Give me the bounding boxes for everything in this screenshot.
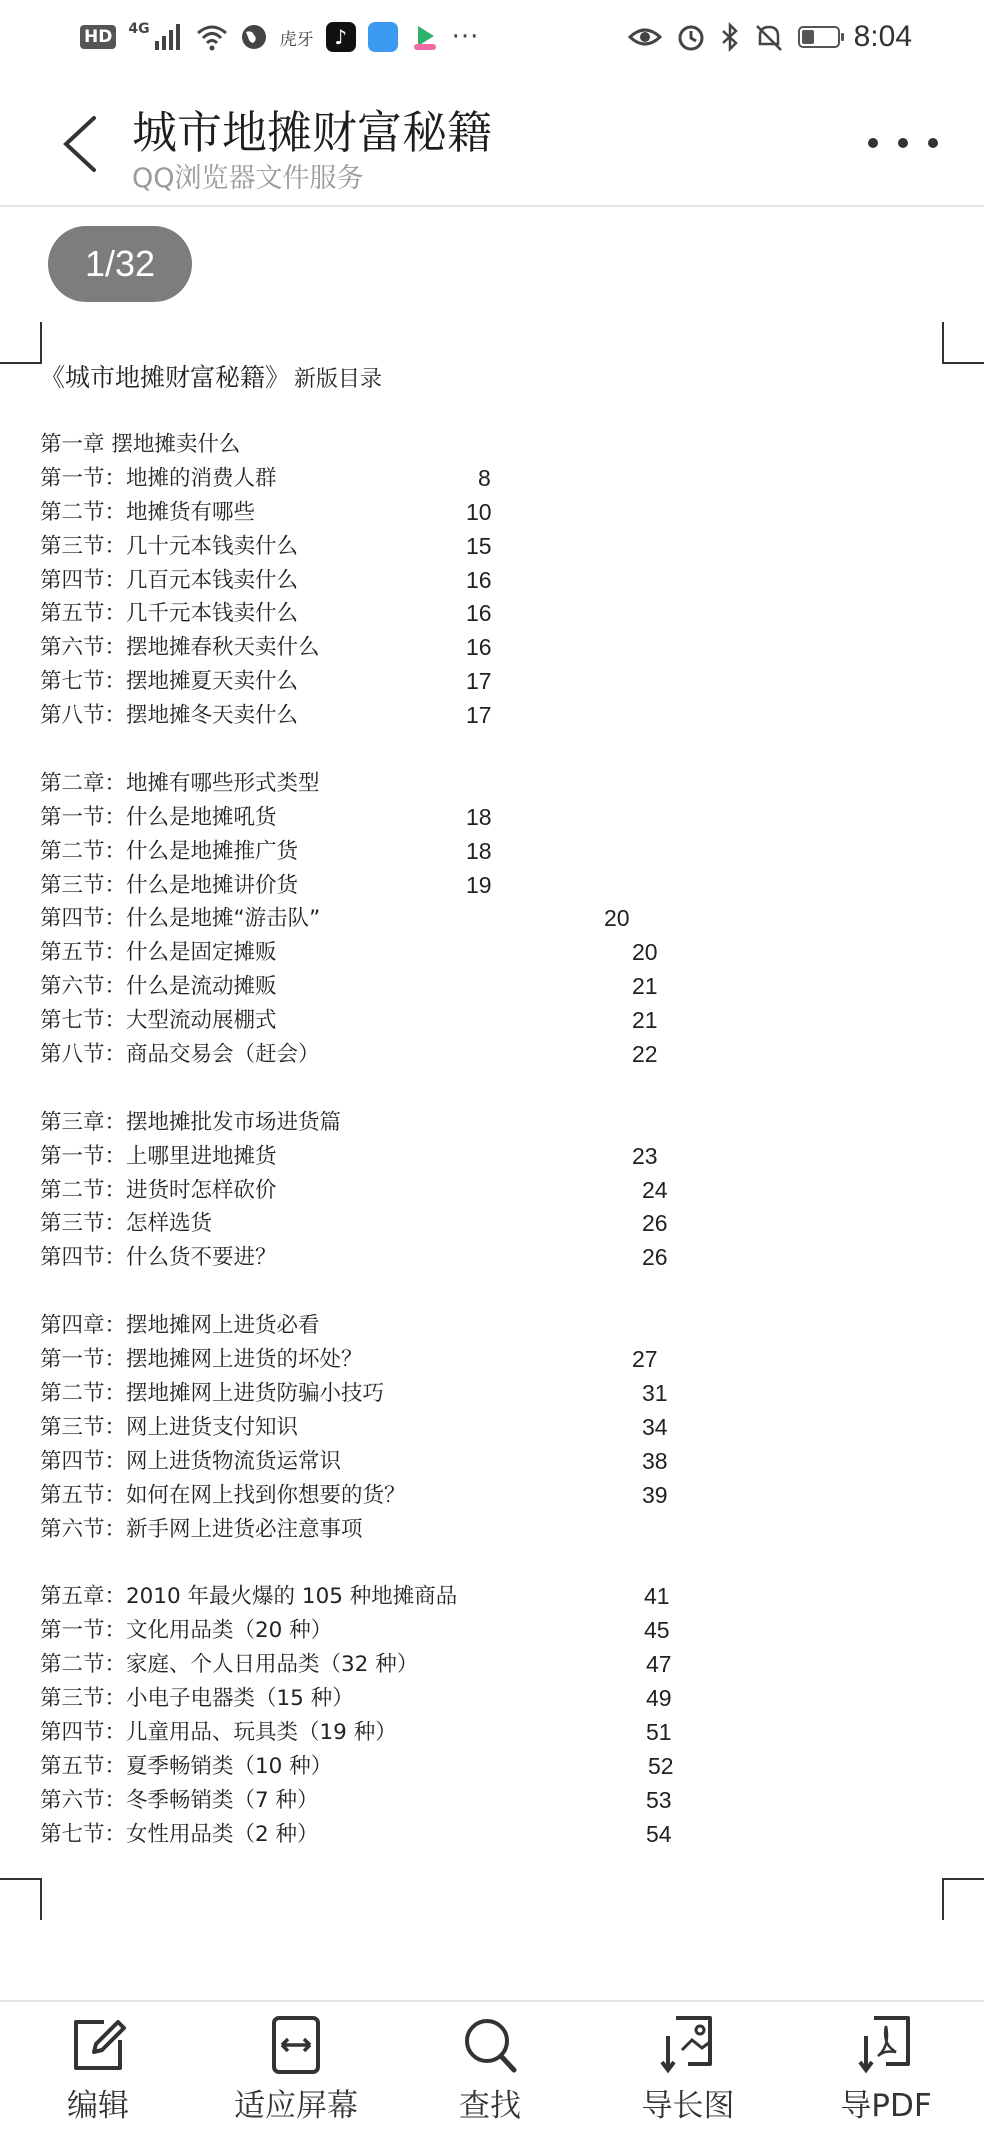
page-subtitle: QQ浏览器文件服务 xyxy=(132,163,364,194)
toc-label: 第一章 摆地摊卖什么 xyxy=(40,432,241,457)
toc-label: 第二节：地摊货有哪些 xyxy=(40,499,256,525)
toc-label: 第七节：女性用品类（2 种） xyxy=(40,1821,319,1847)
toc-row xyxy=(40,462,700,496)
toc-row xyxy=(40,1614,700,1648)
toc-label: 第一节：地摊的消费人群 xyxy=(40,465,277,491)
toc-row xyxy=(40,1648,700,1682)
earth-icon xyxy=(240,23,268,51)
toc-page-number: 18 xyxy=(466,837,492,864)
toc-row xyxy=(40,1784,700,1818)
search-label: 查找 xyxy=(459,2088,521,2124)
fit-screen-button[interactable] xyxy=(216,2014,376,2125)
toc-row xyxy=(40,1445,700,1479)
search-button[interactable] xyxy=(410,2014,570,2125)
toc-page-number: 41 xyxy=(644,1583,670,1610)
toc-row xyxy=(40,1106,700,1140)
toc-label: 第二节：摆地摊网上进货防骗小技巧 xyxy=(40,1380,385,1406)
edit-icon xyxy=(68,2014,128,2076)
toc-row xyxy=(40,1038,700,1072)
toc-page-number: 24 xyxy=(642,1176,668,1203)
network-type: 4G xyxy=(128,21,150,37)
edit-button[interactable] xyxy=(18,2014,178,2125)
export-image-icon xyxy=(658,2014,718,2076)
toc-page-number: 27 xyxy=(632,1346,658,1373)
table-of-contents xyxy=(40,428,700,1851)
toc-page-number: 18 xyxy=(466,803,492,830)
toc-label: 第二章：地摊有哪些形式类型 xyxy=(40,770,320,796)
toc-row xyxy=(40,665,700,699)
toc-label: 第一节：什么是地摊吼货 xyxy=(40,804,277,830)
toc-row xyxy=(40,631,700,665)
toc-label: 第六节：新手网上进货必注意事项 xyxy=(40,1516,363,1542)
toc-row xyxy=(40,699,700,733)
mute-icon xyxy=(754,22,784,52)
dot-icon xyxy=(928,138,938,148)
blue-app-icon xyxy=(368,22,398,52)
alarm-icon xyxy=(676,22,706,52)
toc-row xyxy=(40,1716,700,1750)
crop-mark xyxy=(0,1878,42,1920)
toc-row xyxy=(40,902,700,936)
toc-row xyxy=(40,1580,700,1614)
toc-page-number: 19 xyxy=(466,871,492,898)
signal-icon xyxy=(154,23,184,51)
eye-icon xyxy=(628,23,662,51)
toc-page-number: 45 xyxy=(644,1617,670,1644)
toc-row xyxy=(40,1513,700,1547)
toc-label: 第四节：儿童用品、玩具类（19 种） xyxy=(40,1719,397,1745)
crop-mark xyxy=(942,322,984,364)
document-title-text: 《城市地摊财富秘籍》 xyxy=(40,363,291,392)
toc-label: 第二节：什么是地摊推广货 xyxy=(40,838,299,864)
page-title: 城市地摊财富秘籍 xyxy=(132,106,493,159)
toc-label: 第五节：如何在网上找到你想要的货？ xyxy=(40,1482,406,1508)
toc-row xyxy=(40,1682,700,1716)
toc-label: 第二节：进货时怎样砍价 xyxy=(40,1177,277,1203)
back-icon[interactable] xyxy=(50,104,110,184)
toc-row xyxy=(40,530,700,564)
toc-label: 第六节：什么是流动摊贩 xyxy=(40,974,277,1000)
toc-page-number: 21 xyxy=(632,973,658,1000)
toc-page-number: 53 xyxy=(646,1786,672,1813)
bluetooth-icon xyxy=(720,22,740,52)
toc-page-number: 8 xyxy=(478,464,491,491)
toc-row xyxy=(40,1004,700,1038)
toc-row xyxy=(40,1309,700,1343)
toc-row xyxy=(40,936,700,970)
toc-page-number: 39 xyxy=(642,1481,668,1508)
toc-row xyxy=(40,1207,700,1241)
toc-label: 第五节：几千元本钱卖什么 xyxy=(40,601,299,627)
toc-row xyxy=(40,801,700,835)
export-pdf-label: 导PDF xyxy=(840,2088,932,2124)
toc-label: 第五节：什么是固定摊贩 xyxy=(40,940,277,966)
toc-page-number: 10 xyxy=(466,498,492,525)
toc-row xyxy=(40,1241,700,1275)
toc-page-number: 20 xyxy=(632,939,658,966)
search-icon xyxy=(460,2014,520,2076)
toc-label: 第三节：什么是地摊讲价货 xyxy=(40,872,299,898)
bottom-toolbar xyxy=(0,2000,984,2134)
toc-page-number: 23 xyxy=(632,1142,658,1169)
toc-page-number: 34 xyxy=(642,1413,668,1440)
dot-icon xyxy=(868,138,878,148)
toc-row xyxy=(40,1750,700,1784)
toc-page-number: 17 xyxy=(466,702,492,729)
wifi-icon xyxy=(196,23,228,51)
video-app-icon xyxy=(410,22,440,52)
toc-label: 第六节：冬季畅销类（7 种） xyxy=(40,1787,319,1813)
toc-row xyxy=(40,1411,700,1445)
toc-page-number: 22 xyxy=(632,1041,658,1068)
toc-spacer xyxy=(40,1275,700,1309)
toc-label: 第三节：几十元本钱卖什么 xyxy=(40,533,299,559)
toc-label: 第五章：2010 年最火爆的 105 种地摊商品 xyxy=(40,1584,458,1610)
toc-page-number: 52 xyxy=(648,1752,674,1779)
toc-page-number: 15 xyxy=(466,532,492,559)
tiktok-icon: ♪ xyxy=(326,22,356,52)
toc-page-number: 16 xyxy=(466,634,492,661)
document-title-suffix: 新版目录 xyxy=(294,367,383,392)
fit-screen-icon xyxy=(266,2014,326,2076)
status-bar xyxy=(0,0,984,74)
toc-row xyxy=(40,767,700,801)
toc-page-number: 17 xyxy=(466,668,492,695)
toc-label: 第六节：摆地摊春秋天卖什么 xyxy=(40,635,320,661)
toc-label: 第二节：家庭、个人日用品类（32 种） xyxy=(40,1652,419,1678)
toc-label: 第一节：上哪里进地摊货 xyxy=(40,1143,277,1169)
export-pdf-button[interactable] xyxy=(806,2014,966,2125)
export-long-image-label: 导长图 xyxy=(641,2088,735,2124)
toc-row xyxy=(40,597,700,631)
toc-page-number: 21 xyxy=(632,1007,658,1034)
document-title xyxy=(40,358,382,394)
export-long-image-button[interactable] xyxy=(608,2014,768,2125)
toc-row xyxy=(40,869,700,903)
app-header xyxy=(0,74,984,207)
toc-label: 第三节：小电子电器类（15 种） xyxy=(40,1685,354,1711)
toc-label: 第四节：什么货不要进？ xyxy=(40,1245,277,1271)
page-indicator: 1/32 xyxy=(48,226,192,302)
toc-row xyxy=(40,970,700,1004)
toc-label: 第八节：摆地摊冬天卖什么 xyxy=(40,703,299,729)
dot-icon xyxy=(898,138,908,148)
toc-page-number: 47 xyxy=(646,1651,672,1678)
toc-page-number: 49 xyxy=(646,1684,672,1711)
toc-row xyxy=(40,1818,700,1852)
toc-label: 第四节：网上进货物流货运常识 xyxy=(40,1448,342,1474)
toc-page-number: 51 xyxy=(646,1718,672,1745)
toc-row xyxy=(40,1174,700,1208)
toc-label: 第七节：大型流动展棚式 xyxy=(40,1008,277,1034)
battery-icon xyxy=(798,26,840,48)
toc-row xyxy=(40,564,700,598)
hd-badge: HD xyxy=(80,25,116,49)
toc-label: 第八节：商品交易会（赶会） xyxy=(40,1042,320,1068)
toc-label: 第一节：文化用品类（20 种） xyxy=(40,1618,333,1644)
toc-page-number: 54 xyxy=(646,1820,672,1847)
toc-label: 第三节：网上进货支付知识 xyxy=(40,1414,299,1440)
toc-page-number: 38 xyxy=(642,1447,668,1474)
toc-page-number: 26 xyxy=(642,1210,668,1237)
export-pdf-icon xyxy=(856,2014,916,2076)
toc-label: 第四节：几百元本钱卖什么 xyxy=(40,567,299,593)
toc-page-number: 16 xyxy=(466,600,492,627)
toc-row xyxy=(40,1140,700,1174)
toc-row xyxy=(40,496,700,530)
more-notifications: ··· xyxy=(451,22,480,52)
toc-label: 第三节：怎样选货 xyxy=(40,1211,213,1237)
toc-label: 第一节：摆地摊网上进货的坏处？ xyxy=(40,1347,363,1373)
toc-label: 第四章：摆地摊网上进货必看 xyxy=(40,1313,320,1339)
fit-screen-label: 适应屏幕 xyxy=(234,2088,358,2124)
more-options-button[interactable] xyxy=(868,120,938,166)
toc-spacer xyxy=(40,1072,700,1106)
toc-label: 第五节：夏季畅销类（10 种） xyxy=(40,1753,333,1779)
crop-mark xyxy=(0,322,42,364)
toc-spacer xyxy=(40,733,700,767)
toc-label: 第七节：摆地摊夏天卖什么 xyxy=(40,669,299,695)
clock: 8:04 xyxy=(853,20,912,53)
toc-row xyxy=(40,1343,700,1377)
edit-label: 编辑 xyxy=(67,2088,129,2124)
toc-spacer xyxy=(40,1546,700,1580)
crop-mark xyxy=(942,1878,984,1920)
toc-row xyxy=(40,428,700,462)
toc-label: 第四节：什么是地摊“游击队” xyxy=(40,906,321,932)
toc-page-number: 26 xyxy=(642,1244,668,1271)
toc-row xyxy=(40,1479,700,1513)
toc-row xyxy=(40,1377,700,1411)
toc-label: 第三章：摆地摊批发市场进货篇 xyxy=(40,1109,342,1135)
toc-page-number: 31 xyxy=(642,1379,668,1406)
huya-icon: 虎牙 xyxy=(279,29,314,50)
toc-page-number: 16 xyxy=(466,566,492,593)
toc-row xyxy=(40,835,700,869)
toc-page-number: 20 xyxy=(604,905,630,932)
